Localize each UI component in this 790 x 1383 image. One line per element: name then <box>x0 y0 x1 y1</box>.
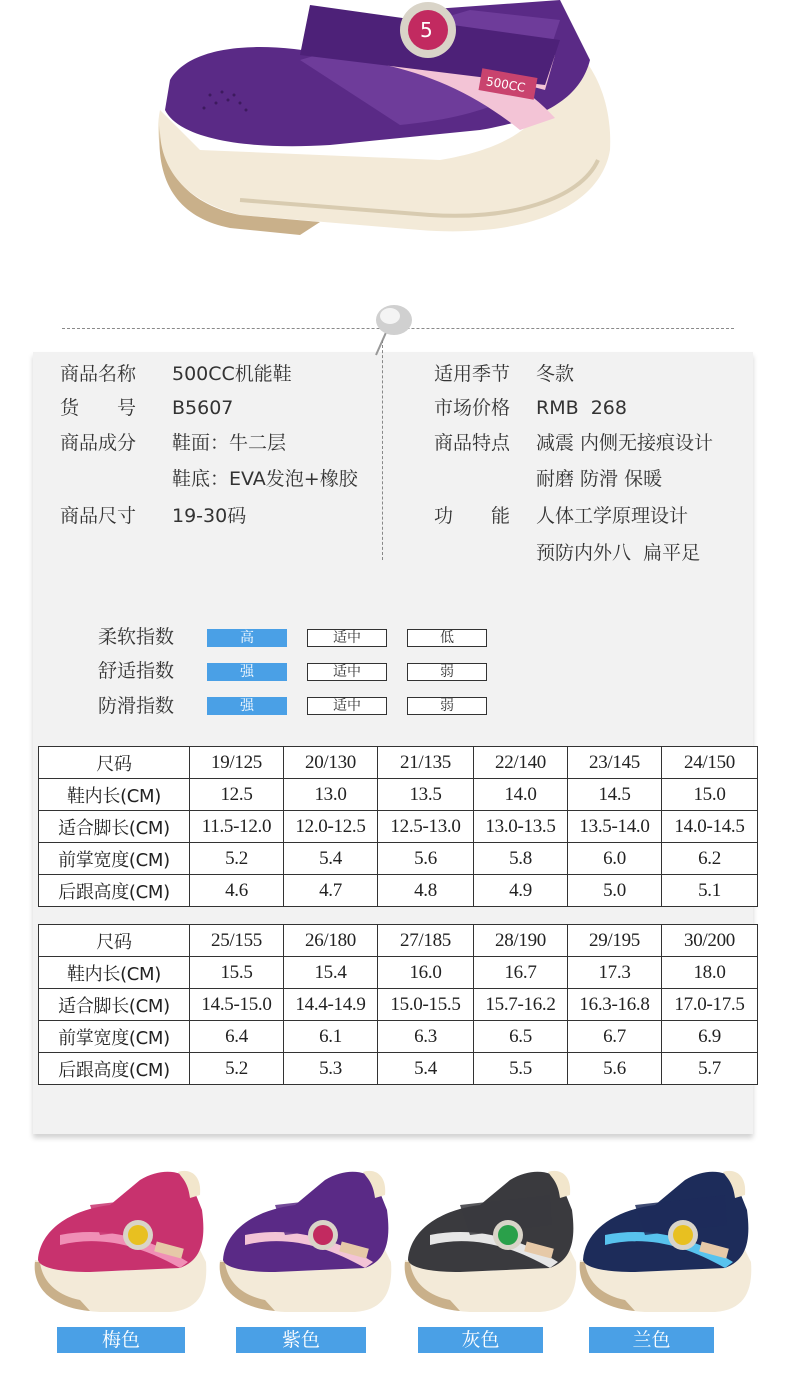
table-cell: 15.0 <box>662 779 758 811</box>
shoe-variant-1 <box>34 1171 206 1312</box>
table-cell: 5.4 <box>284 843 378 875</box>
table-cell: 16.0 <box>378 957 474 989</box>
color-tag-plum[interactable]: 梅色 <box>57 1327 185 1353</box>
info-value: 鞋面：牛二层 <box>172 432 287 454</box>
info-column-divider <box>382 340 383 560</box>
hero-shoe-image <box>0 0 790 290</box>
table-cell: 鞋内长(CM) <box>39 957 190 989</box>
shoe-variant-2 <box>219 1171 391 1312</box>
table-cell: 21/135 <box>378 747 474 779</box>
table-cell: 14.5-15.0 <box>190 989 284 1021</box>
table-row <box>39 1053 758 1085</box>
table-cell: 前掌宽度(CM) <box>39 1021 190 1053</box>
table-cell: 13.5 <box>378 779 474 811</box>
info-value: 减震 内侧无接痕设计 <box>536 432 714 454</box>
info-value: 19-30码 <box>172 505 247 527</box>
info-label: 商品名称 <box>60 363 137 385</box>
info-value: 500CC机能鞋 <box>172 363 292 385</box>
table-cell: 16.3-16.8 <box>568 989 662 1021</box>
table-cell: 15.4 <box>284 957 378 989</box>
table-row <box>39 811 758 843</box>
table-cell: 6.9 <box>662 1021 758 1053</box>
index-option: 弱 <box>407 697 487 715</box>
table-cell: 尺码 <box>39 747 190 779</box>
table-cell: 后跟高度(CM) <box>39 875 190 907</box>
table-cell: 15.5 <box>190 957 284 989</box>
info-value: 预防内外八 扁平足 <box>536 542 701 564</box>
table-cell: 6.2 <box>662 843 758 875</box>
shoe-variant-3 <box>404 1171 576 1312</box>
info-value: B5607 <box>172 397 234 419</box>
table-cell: 6.4 <box>190 1021 284 1053</box>
size-table <box>38 746 758 907</box>
table-cell: 16.7 <box>474 957 568 989</box>
table-cell: 6.3 <box>378 1021 474 1053</box>
svg-text:500CC: 500CC <box>484 74 527 95</box>
table-cell: 5.1 <box>662 875 758 907</box>
index-label-antislip: 防滑指数 <box>98 695 175 717</box>
table-cell: 鞋内长(CM) <box>39 779 190 811</box>
table-cell: 6.7 <box>568 1021 662 1053</box>
table-cell: 14.5 <box>568 779 662 811</box>
table-cell: 25/155 <box>190 925 284 957</box>
table-cell: 5.3 <box>284 1053 378 1085</box>
table-row <box>39 1021 758 1053</box>
index-label-comfort: 舒适指数 <box>98 660 175 682</box>
table-cell: 4.9 <box>474 875 568 907</box>
table-cell: 14.0 <box>474 779 568 811</box>
table-cell: 13.5-14.0 <box>568 811 662 843</box>
table-cell: 适合脚长(CM) <box>39 811 190 843</box>
table-cell: 4.6 <box>190 875 284 907</box>
table-cell: 5.7 <box>662 1053 758 1085</box>
index-option: 适中 <box>307 629 387 647</box>
purple-shoe-illustration <box>0 0 790 290</box>
table-row <box>39 989 758 1021</box>
index-option: 高 <box>207 629 287 647</box>
svg-text:5: 5 <box>420 18 433 42</box>
color-variants-illustration <box>0 1150 790 1320</box>
index-option: 强 <box>207 663 287 681</box>
shoe-variant-4 <box>579 1171 751 1312</box>
table-cell: 17.3 <box>568 957 662 989</box>
table-cell: 15.0-15.5 <box>378 989 474 1021</box>
table-cell: 20/130 <box>284 747 378 779</box>
table-row <box>39 875 758 907</box>
info-label: 市场价格 <box>434 397 511 419</box>
table-cell: 29/195 <box>568 925 662 957</box>
info-value: 人体工学原理设计 <box>536 505 689 527</box>
table-cell: 23/145 <box>568 747 662 779</box>
table-cell: 前掌宽度(CM) <box>39 843 190 875</box>
table-cell: 6.5 <box>474 1021 568 1053</box>
table-cell: 5.2 <box>190 1053 284 1085</box>
pushpin-icon <box>368 300 418 360</box>
table-row <box>39 843 758 875</box>
table-cell: 22/140 <box>474 747 568 779</box>
info-value: 冬款 <box>536 363 575 385</box>
table-cell: 5.6 <box>568 1053 662 1085</box>
table-cell: 24/150 <box>662 747 758 779</box>
table-cell: 11.5-12.0 <box>190 811 284 843</box>
info-label: 货 号 <box>60 397 137 419</box>
table-cell: 5.8 <box>474 843 568 875</box>
table-cell: 6.0 <box>568 843 662 875</box>
index-option: 强 <box>207 697 287 715</box>
table-cell: 5.4 <box>378 1053 474 1085</box>
table-cell: 27/185 <box>378 925 474 957</box>
info-label: 商品特点 <box>434 432 511 454</box>
table-cell: 13.0 <box>284 779 378 811</box>
index-option: 弱 <box>407 663 487 681</box>
table-row <box>39 957 758 989</box>
size-table <box>38 924 758 1085</box>
info-label: 商品尺寸 <box>60 505 137 527</box>
info-value: RMB 268 <box>536 397 627 419</box>
index-label-softness: 柔软指数 <box>98 626 175 648</box>
table-cell: 5.6 <box>378 843 474 875</box>
table-cell: 14.0-14.5 <box>662 811 758 843</box>
table-cell: 适合脚长(CM) <box>39 989 190 1021</box>
info-value: 鞋底：EVA发泡+橡胶 <box>172 468 358 490</box>
table-cell: 13.0-13.5 <box>474 811 568 843</box>
table-cell: 5.2 <box>190 843 284 875</box>
table-cell: 4.8 <box>378 875 474 907</box>
table-cell: 后跟高度(CM) <box>39 1053 190 1085</box>
table-cell: 尺码 <box>39 925 190 957</box>
table-cell: 14.4-14.9 <box>284 989 378 1021</box>
table-cell: 28/190 <box>474 925 568 957</box>
table-cell: 4.7 <box>284 875 378 907</box>
color-tag-blue[interactable]: 兰色 <box>589 1327 714 1353</box>
table-cell: 12.5-13.0 <box>378 811 474 843</box>
color-tag-purple[interactable]: 紫色 <box>236 1327 366 1353</box>
info-label: 商品成分 <box>60 432 137 454</box>
table-cell: 15.7-16.2 <box>474 989 568 1021</box>
table-row <box>39 779 758 811</box>
table-cell: 19/125 <box>190 747 284 779</box>
info-label: 功 能 <box>434 505 511 527</box>
table-cell: 18.0 <box>662 957 758 989</box>
table-cell: 12.0-12.5 <box>284 811 378 843</box>
index-option: 低 <box>407 629 487 647</box>
table-header-row <box>39 925 758 957</box>
table-cell: 12.5 <box>190 779 284 811</box>
table-cell: 17.0-17.5 <box>662 989 758 1021</box>
table-cell: 6.1 <box>284 1021 378 1053</box>
table-cell: 26/180 <box>284 925 378 957</box>
table-header-row <box>39 747 758 779</box>
index-option: 适中 <box>307 697 387 715</box>
info-label: 适用季节 <box>434 363 511 385</box>
index-option: 适中 <box>307 663 387 681</box>
info-value: 耐磨 防滑 保暖 <box>536 468 663 490</box>
table-cell: 5.5 <box>474 1053 568 1085</box>
table-cell: 30/200 <box>662 925 758 957</box>
table-cell: 5.0 <box>568 875 662 907</box>
color-tag-gray[interactable]: 灰色 <box>418 1327 543 1353</box>
